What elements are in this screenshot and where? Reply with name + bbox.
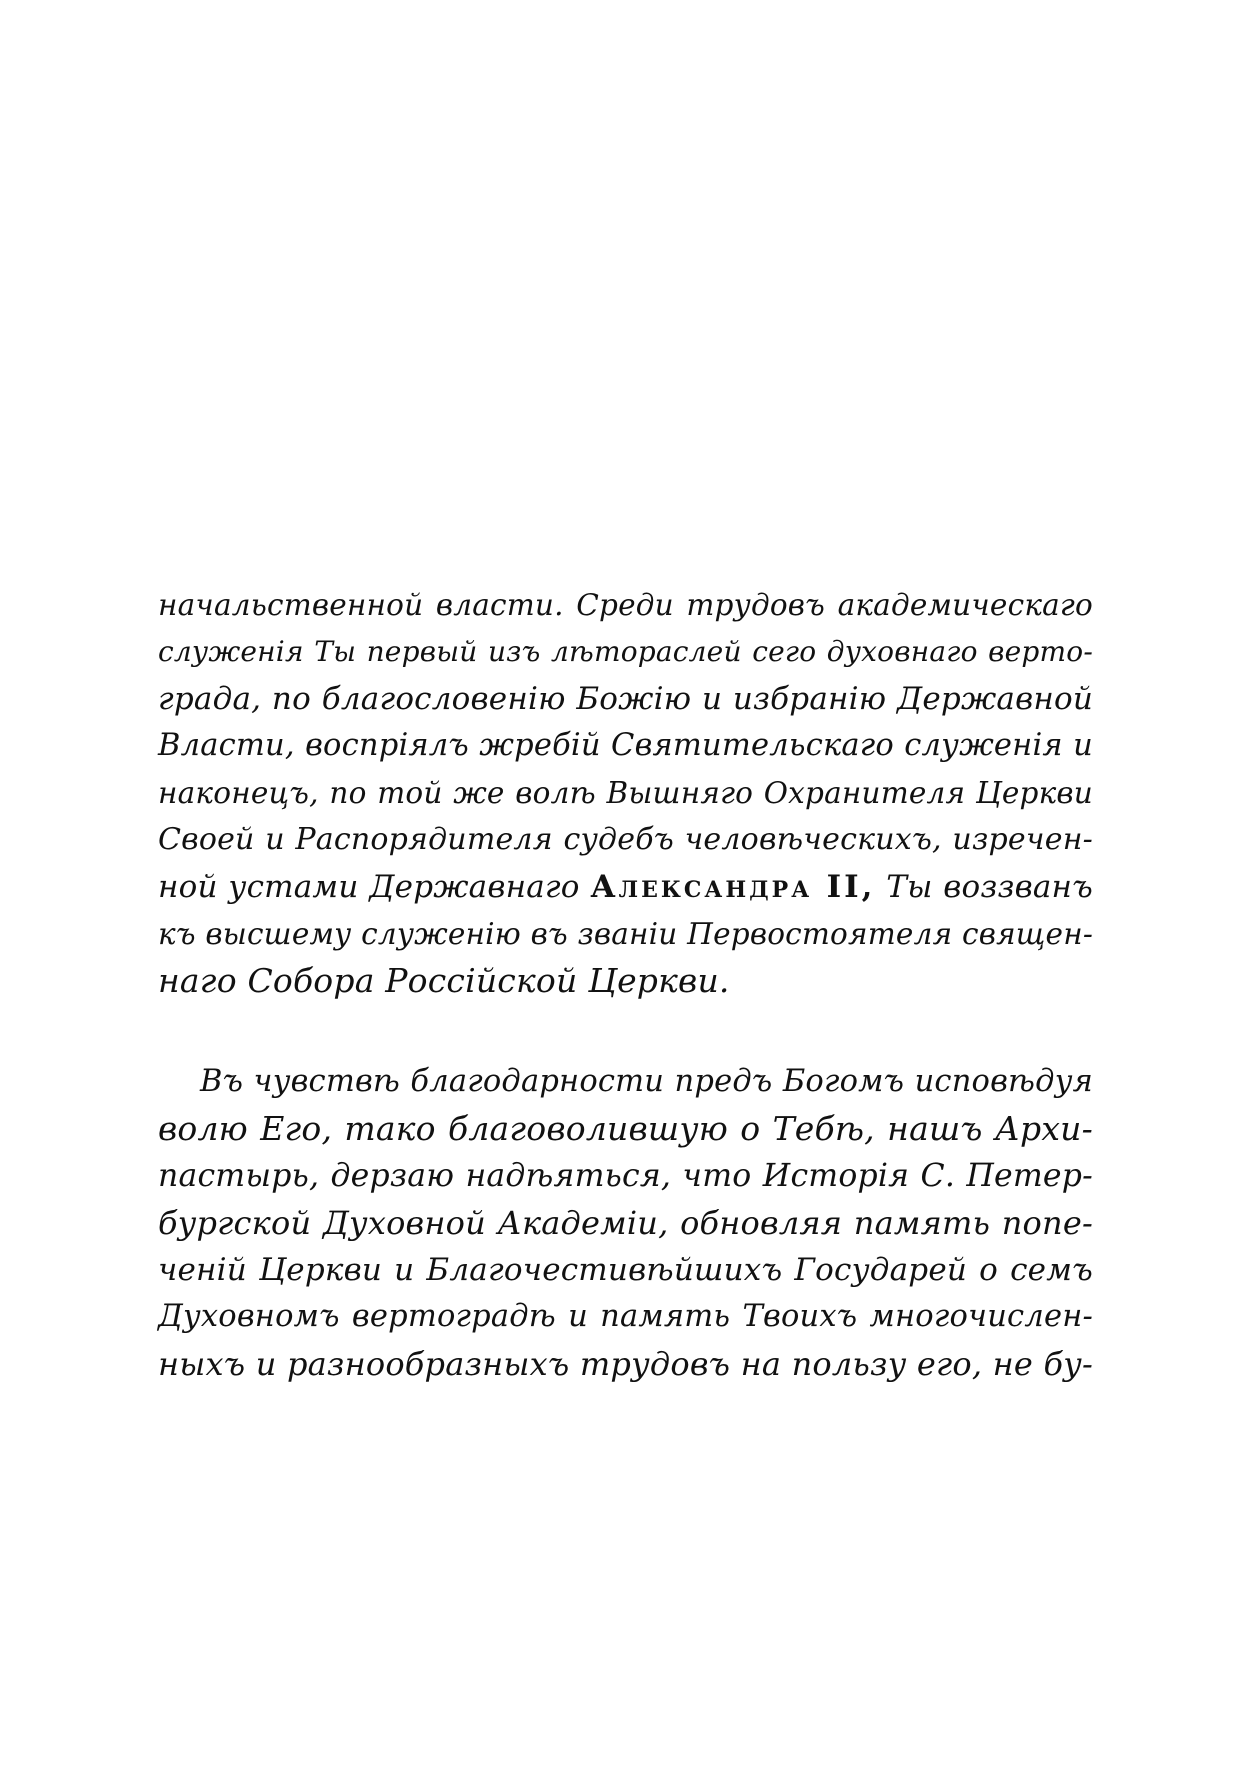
text-line: служенія Ты первый изъ лѣтораслей сего духовнаго верто- (158, 635, 1093, 668)
text-line: ныхъ и разнообразныхъ трудовъ на пользу его, не бу- (158, 1345, 1093, 1383)
text-line (158, 867, 1093, 907)
text-line: Духовномъ вертоградѣ и память Твоихъ многочислен- (158, 1299, 1093, 1334)
text-line: ченій Церкви и Благочестивѣйшихъ Государей о семъ (158, 1252, 1093, 1288)
text-line: волю Его, тако благоволившую о Тебѣ, нашъ Архи- (158, 1109, 1093, 1148)
text-line: Въ чувствѣ благодарности предъ Богомъ исповѣдуя (200, 1064, 1093, 1099)
text-line: бургской Духовной Академіи, обновляя память попе- (158, 1204, 1093, 1242)
text-line: града, по благословенію Божію и избранію Державной (158, 681, 1093, 717)
text-line: наконецъ, по той же волѣ Вышняго Охранителя Церкви (158, 776, 1093, 810)
text-fragment: Ты воззванъ (886, 869, 1093, 905)
emperor-name: Александра II, (590, 869, 876, 905)
text-line: пастырь, дерзаю надѣяться, что Исторія С. Петер- (158, 1158, 1093, 1194)
text-line: Власти, воспріялъ жребій Святительскаго служенія и (158, 728, 1093, 763)
text-line: Своей и Распорядителя судебъ человѣческихъ, изречен- (158, 822, 1093, 857)
text-line: къ высшему служенію въ званіи Первостоятеля священ- (158, 917, 1093, 951)
text-fragment: ной устами Державнаго (158, 869, 580, 905)
text-line: наго Собора Россійской Церкви. (158, 961, 730, 1000)
text-line: начальственной власти. Среди трудовъ академическаго (158, 588, 1093, 622)
